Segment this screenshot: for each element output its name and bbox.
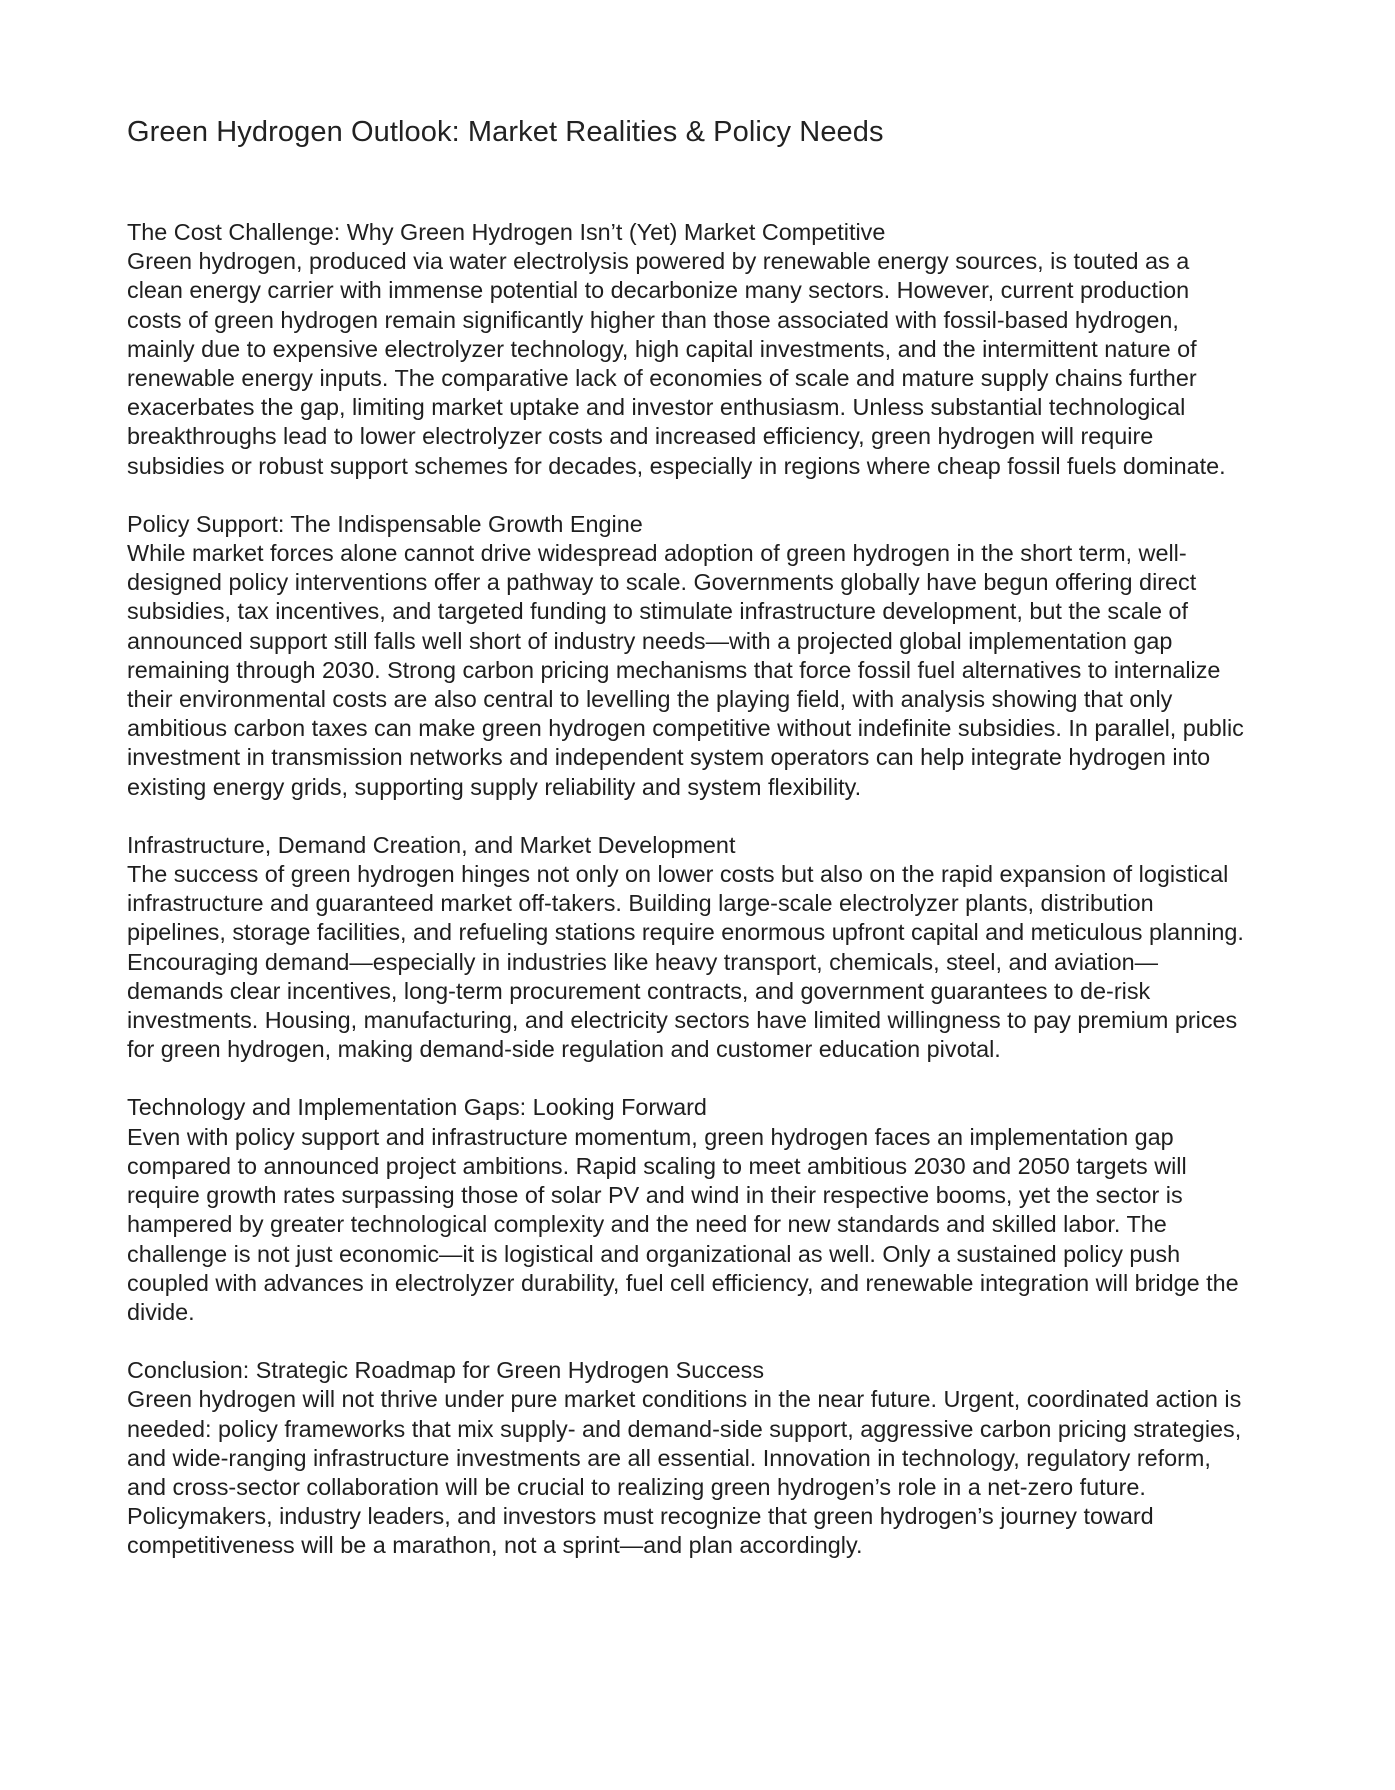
section-heading: The Cost Challenge: Why Green Hydrogen Isn’t (Yet) Market Competitive [127,219,886,245]
section-cost-challenge [127,218,1247,481]
section-body: Even with policy support and infrastructure momentum, green hydrogen faces an implementation gap compared to announced project ambitions. Rapid scaling to meet ambitious 2030 and 2050 targets will require growth rates surpassing those of solar PV and wind in their respective booms, yet the sector is hampered by greater technological complexity and the need for new standards and skilled labor. The challenge is not just economic—it is logistical and organizational as well. Only a sustained policy push coupled with advances in electrolyzer durability, fuel cell efficiency, and renewable integration will bridge the divide. [127,1123,1239,1325]
document-title: Green Hydrogen Outlook: Market Realities & Policy Needs [127,116,884,148]
document-page [127,112,1247,1590]
section-body: While market forces alone cannot drive widespread adoption of green hydrogen in the short term, well-designed policy interventions offer a pathway to scale. Governments globally have begun offering direct subsidies, tax incentives, and targeted funding to stimulate infrastructure development, but the scale of announced support still falls well short of industry needs—with a projected global implementation gap remaining through 2030. Strong carbon pricing mechanisms that force fossil fuel alternatives to internalize their environmental costs are also central to levelling the playing field, with analysis showing that only ambitious carbon taxes can make green hydrogen competitive without indefinite subsidies. In parallel, public investment in transmission networks and independent system operators can help integrate hydrogen into existing energy grids, supporting supply reliability and system flexibility. [127,540,1244,800]
section-policy-support [127,510,1247,802]
section-infrastructure [127,831,1247,1065]
section-body: Green hydrogen, produced via water electrolysis powered by renewable energy sources, is touted as a clean energy carrier with immense potential to decarbonize many sectors. However, current production costs of green hydrogen remain significantly higher than those associated with fossil-based hydrogen, mainly due to expensive electrolyzer technology, high capital investments, and the intermittent nature of renewable energy inputs. The comparative lack of economies of scale and mature supply chains further exacerbates the gap, limiting market uptake and investor enthusiasm. Unless substantial technological breakthroughs lead to lower electrolyzer costs and increased efficiency, green hydrogen will require subsidies or robust support schemes for decades, especially in regions where cheap fossil fuels dominate. [127,248,1226,479]
section-body: The success of green hydrogen hinges not only on lower costs but also on the rapid expansion of logistical infrastructure and guaranteed market off-takers. Building large-scale electrolyzer plants, distribution pipelines, storage facilities, and refueling stations require enormous upfront capital and meticulous planning. Encouraging demand—especially in industries like heavy transport, chemicals, steel, and aviation—demands clear incentives, long-term procurement contracts, and government guarantees to de-risk investments. Housing, manufacturing, and electricity sectors have limited willingness to pay premium prices for green hydrogen, making demand-side regulation and customer education pivotal. [127,861,1244,1063]
section-body: Green hydrogen will not thrive under pure market conditions in the near future. Urgent, coordinated action is needed: policy frameworks that mix supply- and demand-side support, aggressive carbon pricing strategies, and wide-ranging infrastructure investments are all essential. Innovation in technology, regulatory reform, and cross-sector collaboration will be crucial to realizing green hydrogen’s role in a net-zero future. Policymakers, industry leaders, and investors must recognize that green hydrogen’s journey toward competitiveness will be a marathon, not a sprint—and plan accordingly. [127,1386,1242,1559]
section-heading: Technology and Implementation Gaps: Looking Forward [127,1094,707,1121]
section-technology-gaps [127,1093,1247,1327]
section-heading: Policy Support: The Indispensable Growth Engine [127,510,643,537]
section-heading: Conclusion: Strategic Roadmap for Green Hydrogen Success [127,1357,765,1384]
section-heading: Infrastructure, Demand Creation, and Market Development [127,831,736,858]
section-conclusion [127,1356,1247,1560]
